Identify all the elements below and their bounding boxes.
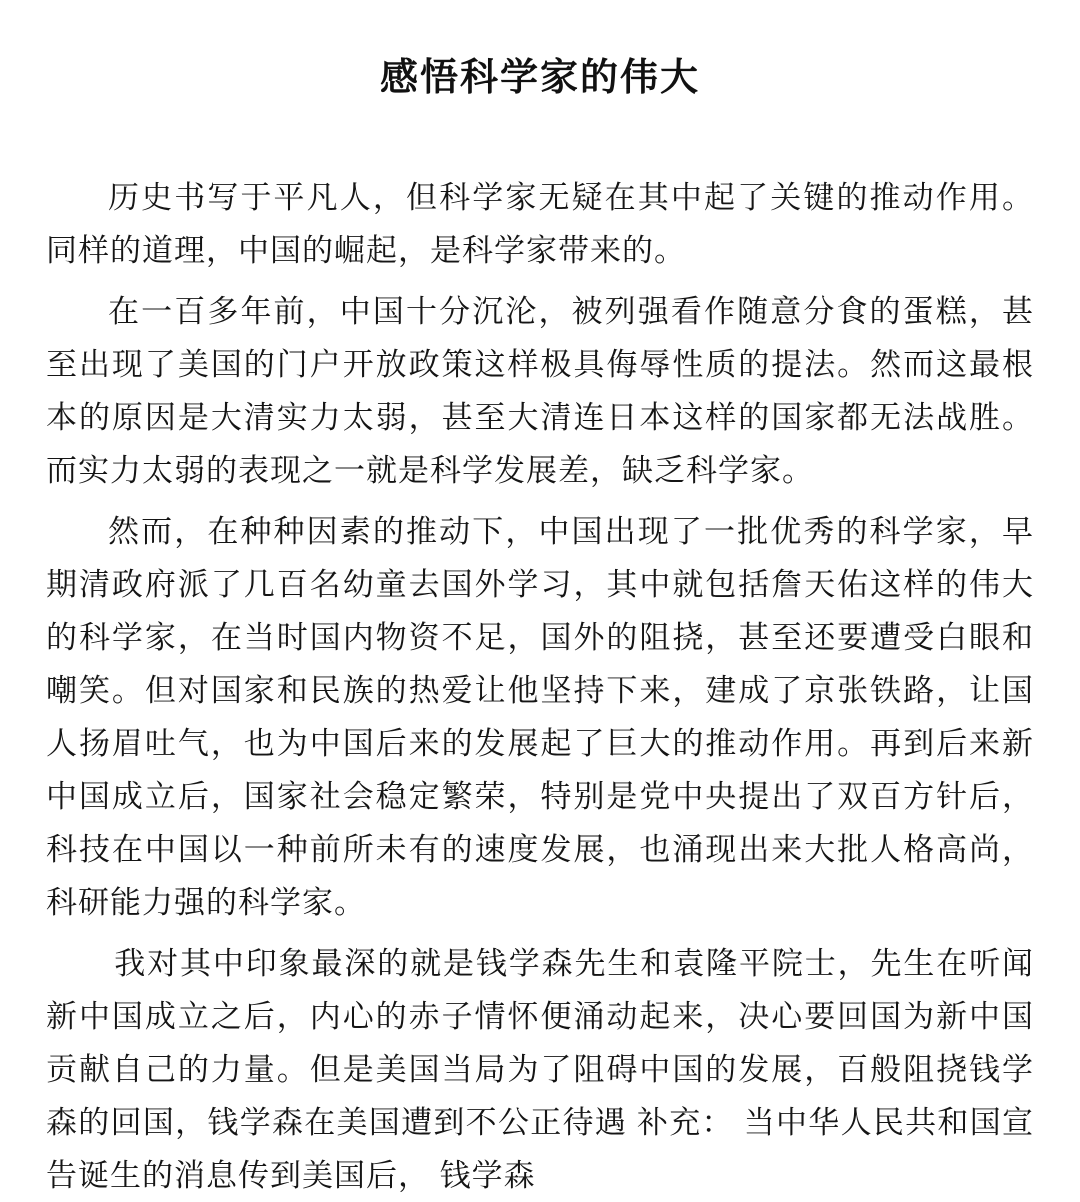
essay-paragraph-1: 历史书写于平凡人，但科学家无疑在其中起了关键的推动作用。同样的道理，中国的崛起，是科学家带来的。 xyxy=(46,180,1034,268)
essay-paragraph-2: 在一百多年前，中国十分沉沦，被列强看作随意分食的蛋糕，甚至出现了美国的门户开放政策这样极具侮辱性质的提法。然而这最根本的原因是大清实力太弱，甚至大清连日本这样的国家都无法战胜。而实力太弱的表现之一就是科学发展差，缺乏科学家。 xyxy=(46,294,1034,488)
essay-title: 感悟科学家的伟大 xyxy=(379,57,700,99)
essay-paragraph-3: 然而，在种种因素的推动下，中国出现了一批优秀的科学家，早期清政府派了几百名幼童去国外学习，其中就包括詹天佑这样的伟大的科学家，在当时国内物资不足，国外的阻挠，甚至还要遭受白眼和嘲笑。但对国家和民族的热爱让他坚持下来，建成了京张铁路，让国人扬眉吐气，也为中国后来的发展起了巨大的推动作用。再到后来新中国成立后，国家社会稳定繁荣，特别是党中央提出了双百方针后，科技在中国以一种前所未有的速度发展，也涌现出来大批人格高尚，科研能力强的科学家。 xyxy=(46,514,1034,920)
essay-paragraph-4: 我对其中印象最深的就是钱学森先生和袁隆平院士，先生在听闻新中国成立之后，内心的赤子情怀便涌动起来，决心要回国为新中国贡献自己的力量。但是美国当局为了阻碍中国的发展，百般阻挠钱学森的回国，钱学森在美国遭到不公正待遇 补充： 当中华人民共和国宣告诞生的消息传到美国后， 钱学森 xyxy=(46,946,1034,1193)
